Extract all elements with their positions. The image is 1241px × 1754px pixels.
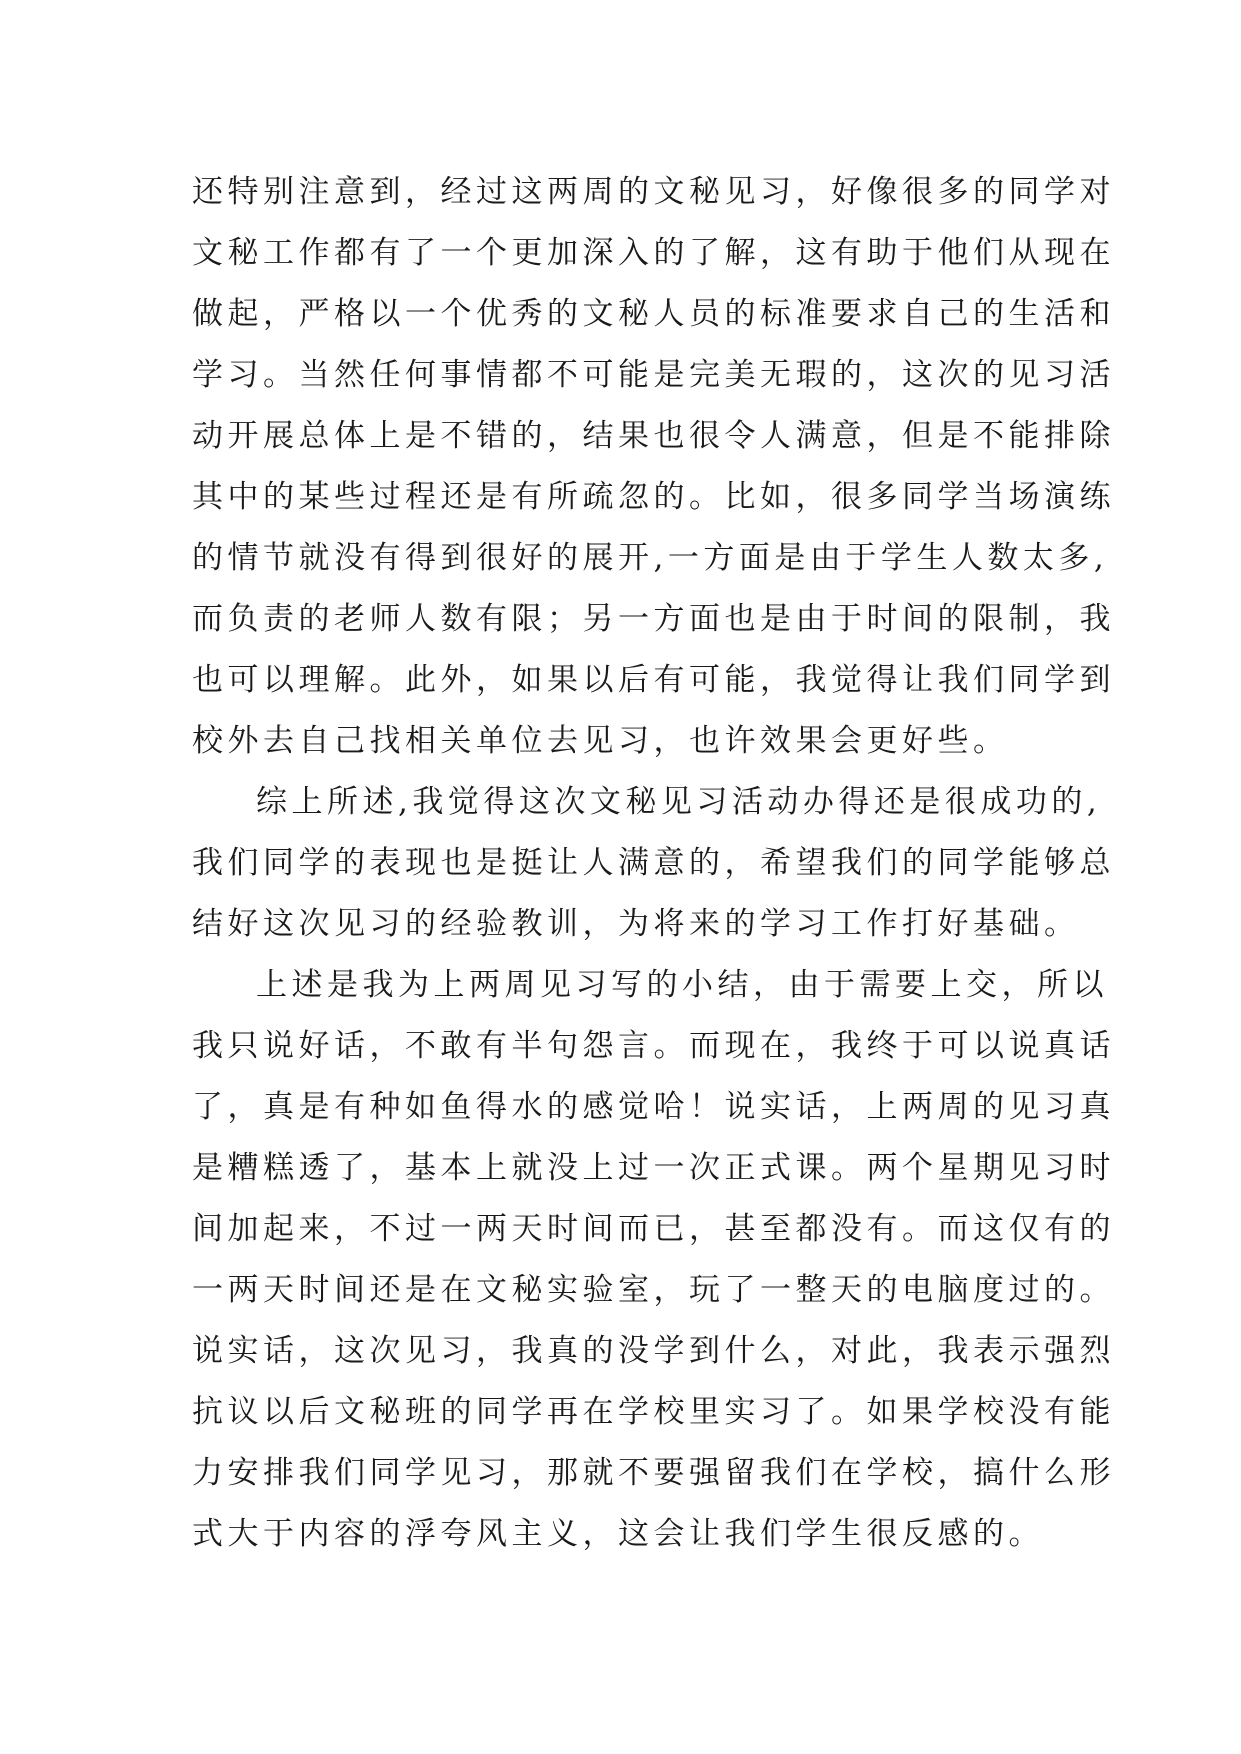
text-line: 做起，严格以一个优秀的文秘人员的标准要求自己的生活和 xyxy=(192,296,1115,332)
text-line: 力安排我们同学见习，那就不要强留我们在学校，搞什么形 xyxy=(192,1455,1115,1491)
text-line: 结好这次见习的经验教训，为将来的学习工作打好基础。 xyxy=(192,906,1080,942)
text-line: 抗议以后文秘班的同学再在学校里实习了。如果学校没有能 xyxy=(192,1394,1115,1430)
text-line: 而负责的老师人数有限；另一方面也是由于时间的限制，我 xyxy=(192,601,1115,637)
text-line: 了，真是有种如鱼得水的感觉哈！说实话，上两周的见习真 xyxy=(192,1089,1115,1125)
text-line: 说实话，这次见习，我真的没学到什么，对此，我表示强烈 xyxy=(192,1333,1115,1369)
text-line: 其中的某些过程还是有所疏忽的。比如，很多同学当场演练 xyxy=(192,479,1115,515)
text-line: 还特别注意到，经过这两周的文秘见习，好像很多的同学对 xyxy=(192,174,1115,210)
text-line: 校外去自己找相关单位去见习，也许效果会更好些。 xyxy=(192,723,1009,759)
text-line: 我只说好话，不敢有半句怨言。而现在，我终于可以说真话 xyxy=(192,1028,1115,1064)
document-body xyxy=(192,162,1115,1565)
text-line: 的情节就没有得到很好的展开,一方面是由于学生人数太多, xyxy=(192,540,1109,576)
text-line: 综上所述,我觉得这次文秘见习活动办得还是很成功的, xyxy=(256,784,1102,820)
text-line: 学习。当然任何事情都不可能是完美无瑕的，这次的见习活 xyxy=(192,357,1115,393)
text-line: 一两天时间还是在文秘实验室，玩了一整天的电脑度过的。 xyxy=(192,1272,1115,1308)
text-line: 我们同学的表现也是挺让人满意的，希望我们的同学能够总 xyxy=(192,845,1115,881)
text-line: 间加起来，不过一两天时间而已，甚至都没有。而这仅有的 xyxy=(192,1211,1115,1247)
text-line: 上述是我为上两周见习写的小结，由于需要上交，所以 xyxy=(256,967,1108,1003)
text-line: 式大于内容的浮夸风主义，这会让我们学生很反感的。 xyxy=(192,1516,1044,1552)
text-line: 也可以理解。此外，如果以后有可能，我觉得让我们同学到 xyxy=(192,662,1115,698)
text-line: 文秘工作都有了一个更加深入的了解，这有助于他们从现在 xyxy=(192,235,1115,271)
text-line: 是糟糕透了，基本上就没上过一次正式课。两个星期见习时 xyxy=(192,1150,1115,1186)
text-line: 动开展总体上是不错的，结果也很令人满意，但是不能排除 xyxy=(192,418,1115,454)
